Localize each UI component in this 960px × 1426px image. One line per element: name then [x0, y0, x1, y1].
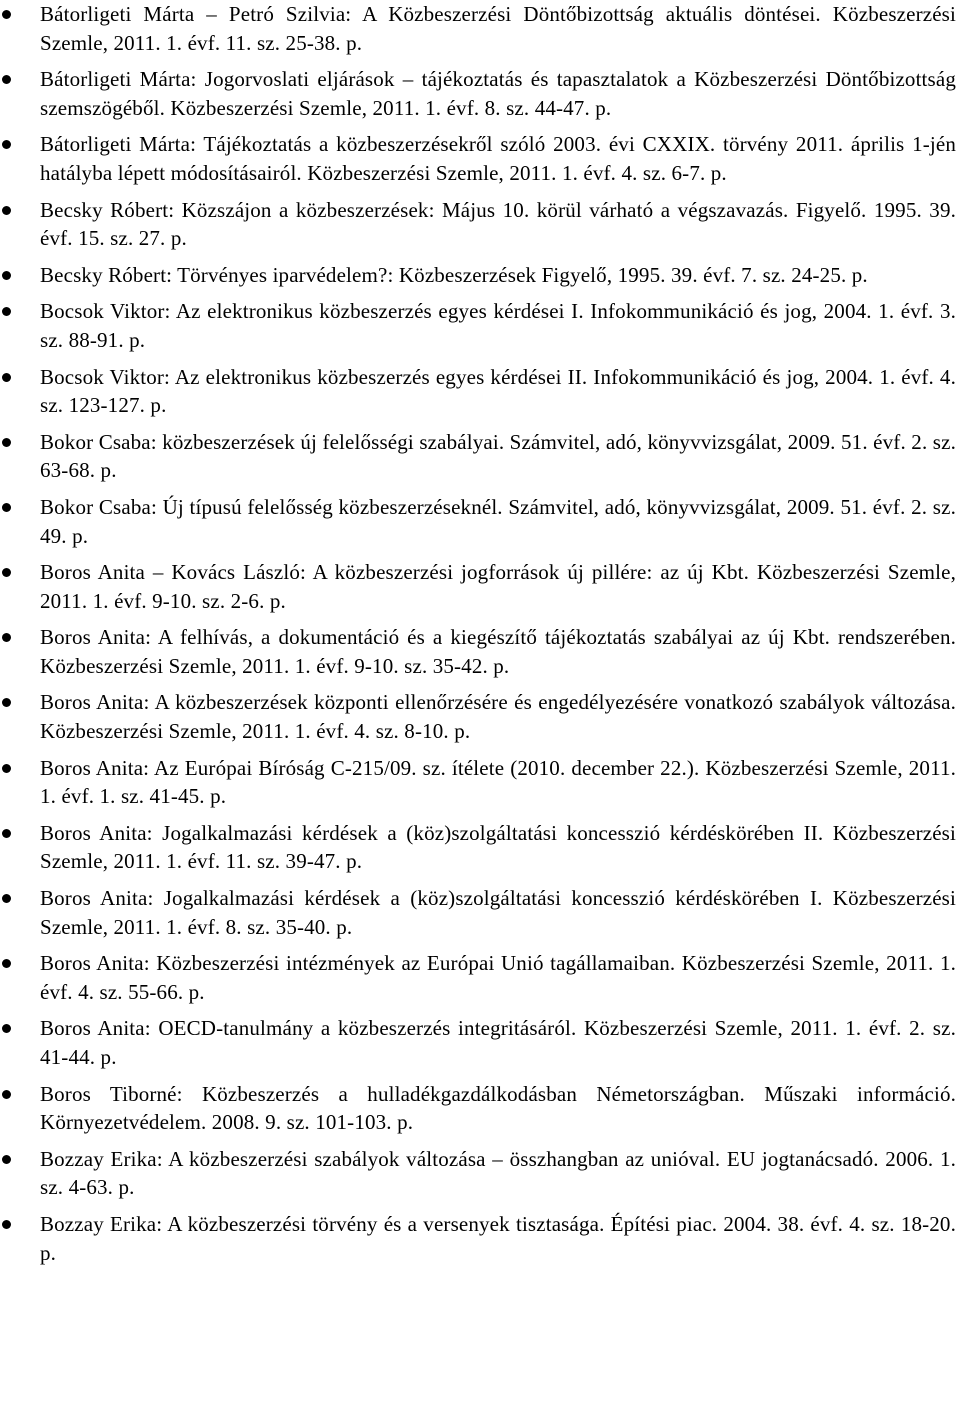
- bibliography-item: [0, 754, 960, 811]
- bibliography-text: Bátorligeti Márta: Jogorvoslati eljárások – tájékoztatás és tapasztalatok a Közbeszerzési Döntőbizottság szemszögéből. Közbeszerzési Szemle, 2011. 1. évf. 8. sz. 44-47. p.: [40, 67, 956, 120]
- bibliography-text: Bozzay Erika: A közbeszerzési törvény és a versenyek tisztasága. Építési piac. 2004. 38. évf. 4. sz. 18-20. p.: [40, 1211, 956, 1265]
- bibliography-text: Becsky Róbert: Közszájon a közbeszerzések: Május 10. körül várható a végszavazás. Figyelő. 1995. 39. évf. 15. sz. 27. p.: [40, 197, 956, 251]
- bibliography-text: Becsky Róbert: Törvényes iparvédelem?: Közbeszerzések Figyelő, 1995. 39. évf. 7. sz. 24-25. p.: [40, 262, 868, 287]
- bibliography-text: Bocsok Viktor: Az elektronikus közbeszerzés egyes kérdései I. Infokommunikáció és jog, 2004. 1. évf. 3. sz. 88-91. p.: [40, 299, 956, 352]
- bullet-icon: [2, 894, 11, 903]
- bibliography-item: [0, 1145, 960, 1202]
- bibliography-text: Bocsok Viktor: Az elektronikus közbeszerzés egyes kérdései II. Infokommunikáció és jog, 2004. 1. évf. 4. sz. 123-127. p.: [40, 364, 956, 418]
- bibliography-text: Boros Anita: OECD-tanulmány a közbeszerzés integritásáról. Közbeszerzési Szemle, 2011. 1. évf. 2. sz. 41-44. p.: [40, 1016, 956, 1069]
- bullet-icon: [2, 10, 11, 19]
- bullet-icon: [2, 1024, 11, 1033]
- bibliography-text: Boros Tiborné: Közbeszerzés a hulladékgazdálkodásban Németországban. Műszaki információ. Környezetvédelem. 2008. 9. sz. 101-103. p.: [40, 1081, 956, 1135]
- bullet-icon: [2, 959, 11, 968]
- bullet-icon: [2, 633, 11, 642]
- bibliography-item: [0, 623, 960, 680]
- bullet-icon: [2, 764, 11, 773]
- bibliography-text: Boros Anita: Az Európai Bíróság C-215/09. sz. ítélete (2010. december 22.). Közbeszerzési Szemle, 2011. 1. évf. 1. sz. 41-45. p.: [40, 755, 956, 809]
- bibliography-item: [0, 0, 960, 57]
- bullet-icon: [2, 271, 11, 280]
- bullet-icon: [2, 568, 11, 577]
- bibliography-item: [0, 1014, 960, 1071]
- bullet-icon: [2, 1155, 11, 1164]
- bibliography-text: Boros Anita: Jogalkalmazási kérdések a (köz)szolgáltatási koncesszió kérdéskörében II. Közbeszerzési Szemle, 2011. 1. évf. 11. sz. 39-47. p.: [40, 820, 956, 874]
- bibliography-item: [0, 1080, 960, 1137]
- bibliography-item: [0, 196, 960, 253]
- bibliography-text: Boros Anita: A felhívás, a dokumentáció és a kiegészítő tájékoztatás szabályai az új Kbt. rendszerében. Közbeszerzési Szemle, 2011. 1. évf. 9-10. sz. 35-42. p.: [40, 625, 956, 678]
- bibliography-text: Bozzay Erika: A közbeszerzési szabályok változása – összhangban az unióval. EU jogtanácsadó. 2006. 1. sz. 4-63. p.: [40, 1146, 956, 1200]
- bullet-icon: [2, 698, 11, 707]
- bibliography-item: [0, 297, 960, 354]
- bibliography-text: Bátorligeti Márta – Petró Szilvia: A Közbeszerzési Döntőbizottság aktuális döntései. Közbeszerzési Szemle, 2011. 1. évf. 11. sz. 25-38. p.: [40, 2, 956, 55]
- bullet-icon: [2, 503, 11, 512]
- bibliography-item: [0, 884, 960, 941]
- bullet-icon: [2, 307, 11, 316]
- bullet-icon: [2, 75, 11, 84]
- bibliography-item: [0, 688, 960, 745]
- bibliography-item: [0, 819, 960, 876]
- bullet-icon: [2, 206, 11, 215]
- bibliography-text: Bokor Csaba: Új típusú felelősség közbeszerzéseknél. Számvitel, adó, könyvvizsgálat, 2009. 51. évf. 2. sz. 49. p.: [40, 494, 956, 548]
- bibliography-text: Boros Anita: Jogalkalmazási kérdések a (köz)szolgáltatási koncesszió kérdéskörében I. Közbeszerzési Szemle, 2011. 1. évf. 8. sz. 35-40. p.: [40, 886, 956, 939]
- bullet-icon: [2, 438, 11, 447]
- bibliography-text: Boros Anita – Kovács László: A közbeszerzési jogforrások új pillére: az új Kbt. Közbeszerzési Szemle, 2011. 1. évf. 9-10. sz. 2-6. p.: [40, 560, 956, 613]
- bullet-icon: [2, 829, 11, 838]
- bibliography-text: Bátorligeti Márta: Tájékoztatás a közbeszerzésekről szóló 2003. évi CXXIX. törvény 2011. április 1-jén hatályba lépett módosításairól. Közbeszerzési Szemle, 2011. 1. évf. 4. sz. 6-7. p.: [40, 132, 956, 185]
- bibliography-text: Bokor Csaba: közbeszerzések új felelősségi szabályai. Számvitel, adó, könyvvizsgálat, 2009. 51. évf. 2. sz. 63-68. p.: [40, 429, 956, 483]
- bibliography-text: Boros Anita: Közbeszerzési intézmények az Európai Unió tagállamaiban. Közbeszerzési Szemle, 2011. 1. évf. 4. sz. 55-66. p.: [40, 951, 956, 1004]
- bibliography-item: [0, 949, 960, 1006]
- bibliography-item: [0, 558, 960, 615]
- bibliography-item: [0, 65, 960, 122]
- bibliography-item: [0, 261, 960, 290]
- bibliography-item: [0, 130, 960, 187]
- bullet-icon: [2, 373, 11, 382]
- bullet-icon: [2, 1220, 11, 1229]
- bibliography-item: [0, 363, 960, 420]
- bullet-icon: [2, 1090, 11, 1099]
- bibliography-item: [0, 493, 960, 550]
- bullet-icon: [2, 140, 11, 149]
- bibliography-text: Boros Anita: A közbeszerzések központi ellenőrzésére és engedélyezésére vonatkozó szabályok változása. Közbeszerzési Szemle, 2011. 1. évf. 4. sz. 8-10. p.: [40, 690, 956, 744]
- bibliography-item: [0, 1210, 960, 1267]
- bibliography-item: [0, 428, 960, 485]
